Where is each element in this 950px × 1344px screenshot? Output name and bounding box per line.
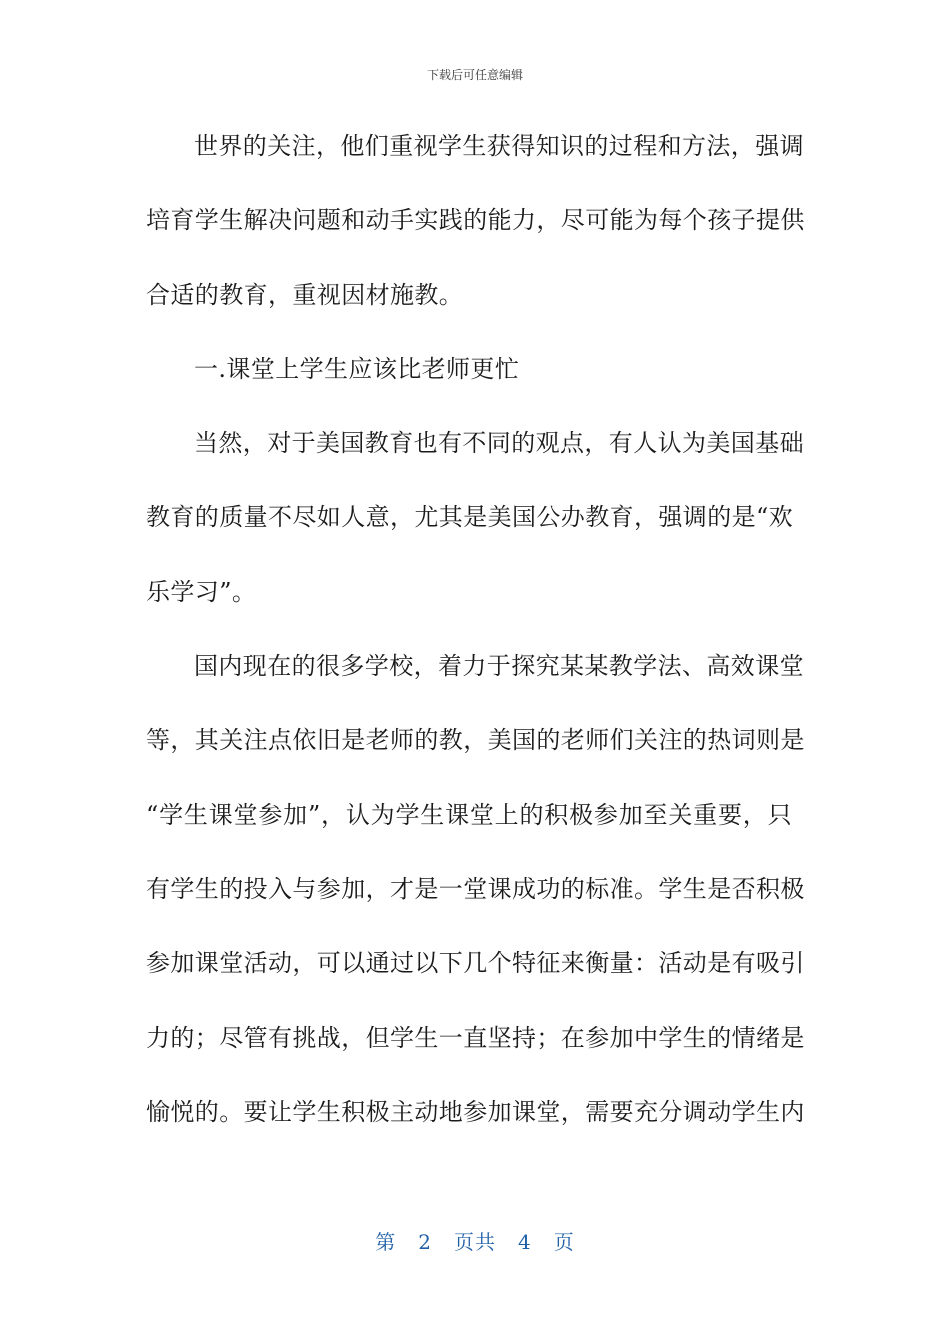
paragraph-line: 力的；尽管有挑战，但学生一直坚持；在参加中学生的情绪是 bbox=[146, 1023, 805, 1052]
paragraph-line: 教育的质量不尽如人意，尤其是美国公办教育，强调的是“欢 bbox=[146, 503, 794, 532]
paragraph-line: 当然，对于美国教育也有不同的观点，有人认为美国基础 bbox=[194, 429, 804, 458]
paragraph-line: 培育学生解决问题和动手实践的能力，尽可能为每个孩子提供 bbox=[146, 206, 805, 235]
footer-middle: 页共 bbox=[454, 1230, 496, 1254]
header-note: 下载后可任意编辑 bbox=[426, 68, 523, 82]
paragraph-line: “学生课堂参加”，认为学生课堂上的积极参加至关重要，只 bbox=[146, 800, 792, 829]
footer-prefix: 第 bbox=[375, 1230, 397, 1254]
paragraph-line: 乐学习”。 bbox=[146, 577, 257, 606]
paragraph-line: 等，其关注点依旧是老师的教，美国的老师们关注的热词则是 bbox=[146, 726, 805, 755]
paragraph-line: 合适的教育，重视因材施教。 bbox=[146, 280, 464, 309]
current-page-number: 2 bbox=[418, 1230, 432, 1254]
document-body bbox=[146, 124, 805, 1164]
paragraph-line: 参加课堂活动，可以通过以下几个特征来衡量：活动是有吸引 bbox=[146, 949, 805, 978]
paragraph-line: 国内现在的很多学校，着力于探究某某教学法、高效课堂 bbox=[194, 652, 804, 681]
paragraph-line: 愉悦的。要让学生积极主动地参加课堂，需要充分调动学生内 bbox=[146, 1097, 805, 1126]
paragraph-line: 有学生的投入与参加，才是一堂课成功的标准。学生是否积极 bbox=[146, 874, 805, 903]
footer-suffix: 页 bbox=[553, 1230, 575, 1254]
section-heading: 一.课堂上学生应该比老师更忙 bbox=[194, 354, 520, 383]
total-page-count: 4 bbox=[518, 1230, 532, 1254]
page-footer bbox=[0, 1226, 950, 1255]
paragraph-line: 世界的关注，他们重视学生获得知识的过程和方法，强调 bbox=[194, 132, 804, 160]
